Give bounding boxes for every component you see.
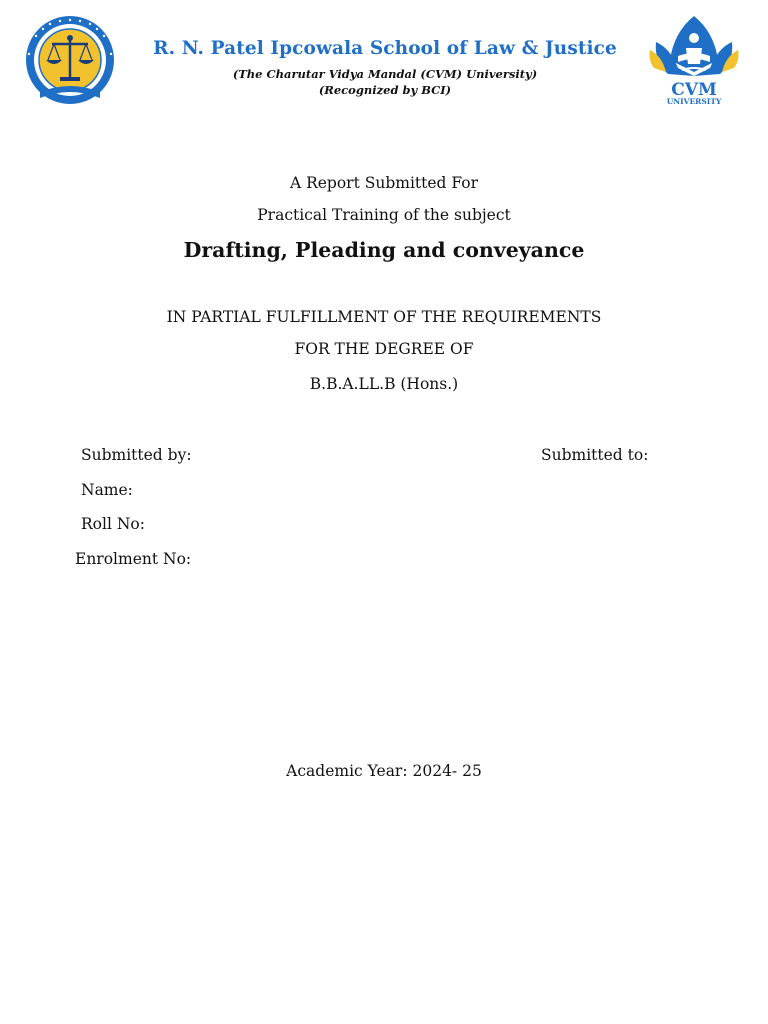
enrolment-no-label: Enrolment No: <box>75 550 192 568</box>
submitted-to-label: Submitted to: <box>541 446 649 464</box>
subject-title: Drafting, Pleading and conveyance <box>183 238 585 262</box>
scales-of-justice-seal-icon <box>16 14 124 106</box>
cvm-university-emblem-icon <box>648 12 740 108</box>
degree-name: B.B.A.LL.B (Hons.) <box>309 375 459 393</box>
fulfillment-line: IN PARTIAL FULFILLMENT OF THE REQUIREMENTS <box>166 308 602 326</box>
school-name: R. N. Patel Ipcowala School of Law & Justice <box>153 38 617 59</box>
degree-line: FOR THE DEGREE OF <box>294 340 474 358</box>
university-line: (The Charutar Vidya Mandal (CVM) University) <box>232 67 538 81</box>
report-intro-line: A Report Submitted For <box>289 174 479 192</box>
recognition-line: (Recognized by BCI) <box>318 83 452 97</box>
training-line: Practical Training of the subject <box>257 206 511 224</box>
roll-no-label: Roll No: <box>81 515 145 533</box>
name-label: Name: <box>81 481 133 499</box>
university-logo-subtext: UNIVERSITY <box>666 97 722 106</box>
submitted-by-label: Submitted by: <box>81 446 192 464</box>
cvm-logo-text: CVM <box>671 80 717 100</box>
university-logo <box>648 12 740 108</box>
academic-year: Academic Year: 2024- 25 <box>286 762 482 780</box>
school-logo <box>16 14 124 106</box>
